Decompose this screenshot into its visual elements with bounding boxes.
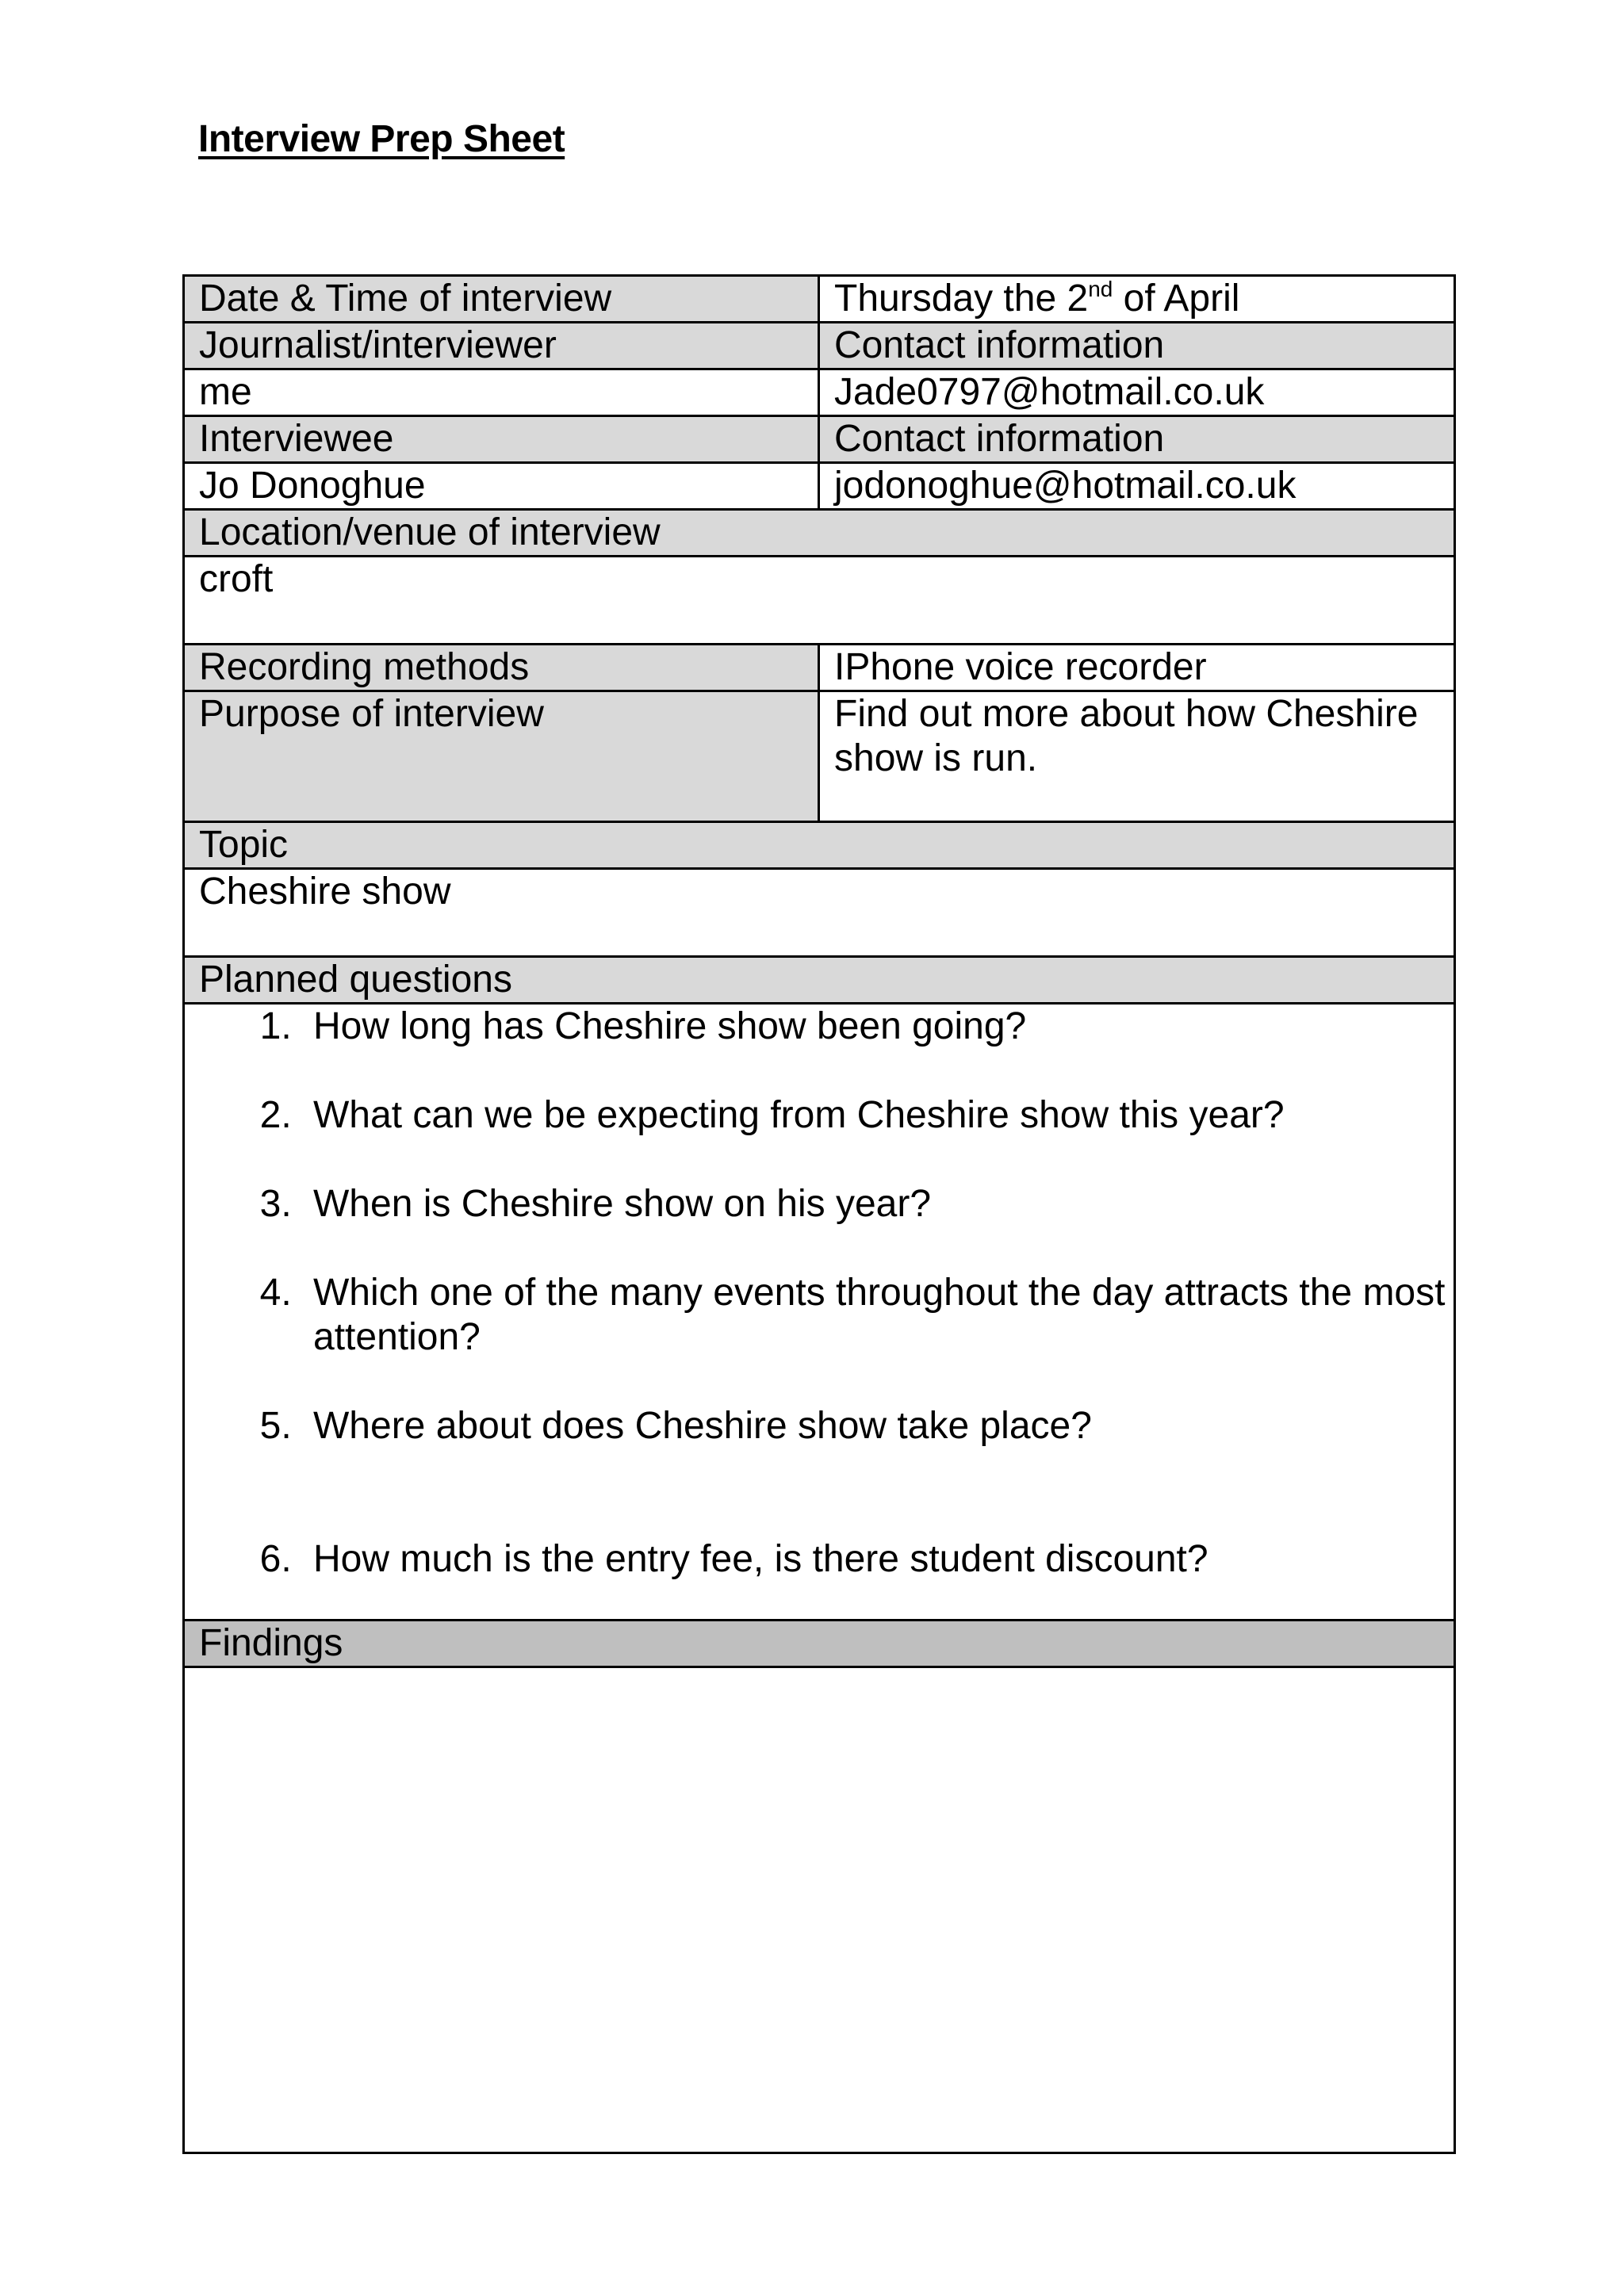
journalist-contact-label: Contact information [819,323,1455,369]
question-item: 2. What can we be expecting from Cheshire show this year? [302,1093,1454,1138]
date-value-prefix: Thursday the 2 [834,277,1089,320]
purpose-label: Purpose of interview [184,691,819,822]
question-item: 5. Where about does Cheshire show take place? [302,1404,1454,1448]
topic-value[interactable]: Cheshire show [184,869,1455,957]
journalist-value[interactable]: me [184,369,819,416]
recording-methods-value[interactable]: IPhone voice recorder [819,645,1455,691]
planned-questions-cell[interactable] [184,1004,1455,1621]
interviewee-contact-value[interactable]: jodonoghue@hotmail.co.uk [819,463,1455,510]
interview-prep-table [182,274,1456,2154]
interviewee-value[interactable]: Jo Donoghue [184,463,819,510]
question-item: 6. How much is the entry fee, is there student discount? [302,1537,1454,1582]
findings-label: Findings [184,1621,1455,1667]
page-title: Interview Prep Sheet [198,118,565,160]
date-time-value[interactable] [819,276,1455,323]
question-item: 1. How long has Cheshire show been going? [302,1004,1454,1049]
date-value-suffix: of April [1113,277,1240,320]
location-value[interactable]: croft [184,557,1455,645]
interviewee-label: Interviewee [184,416,819,463]
purpose-value[interactable]: Find out more about how Cheshire show is run. [819,691,1455,822]
location-label: Location/venue of interview [184,510,1455,557]
planned-questions-label: Planned questions [184,957,1455,1004]
date-ordinal-suffix: nd [1088,277,1113,301]
topic-label: Topic [184,822,1455,869]
date-time-label: Date & Time of interview [184,276,819,323]
findings-value[interactable] [184,1667,1455,2153]
question-item: 3. When is Cheshire show on his year? [302,1182,1454,1226]
planned-questions-list [199,1004,1454,1582]
recording-methods-label: Recording methods [184,645,819,691]
interviewee-contact-label: Contact information [819,416,1455,463]
journalist-label: Journalist/interviewer [184,323,819,369]
question-item: 4. Which one of the many events throughout the day attracts the most attention? [302,1271,1454,1360]
journalist-contact-value[interactable]: Jade0797@hotmail.co.uk [819,369,1455,416]
